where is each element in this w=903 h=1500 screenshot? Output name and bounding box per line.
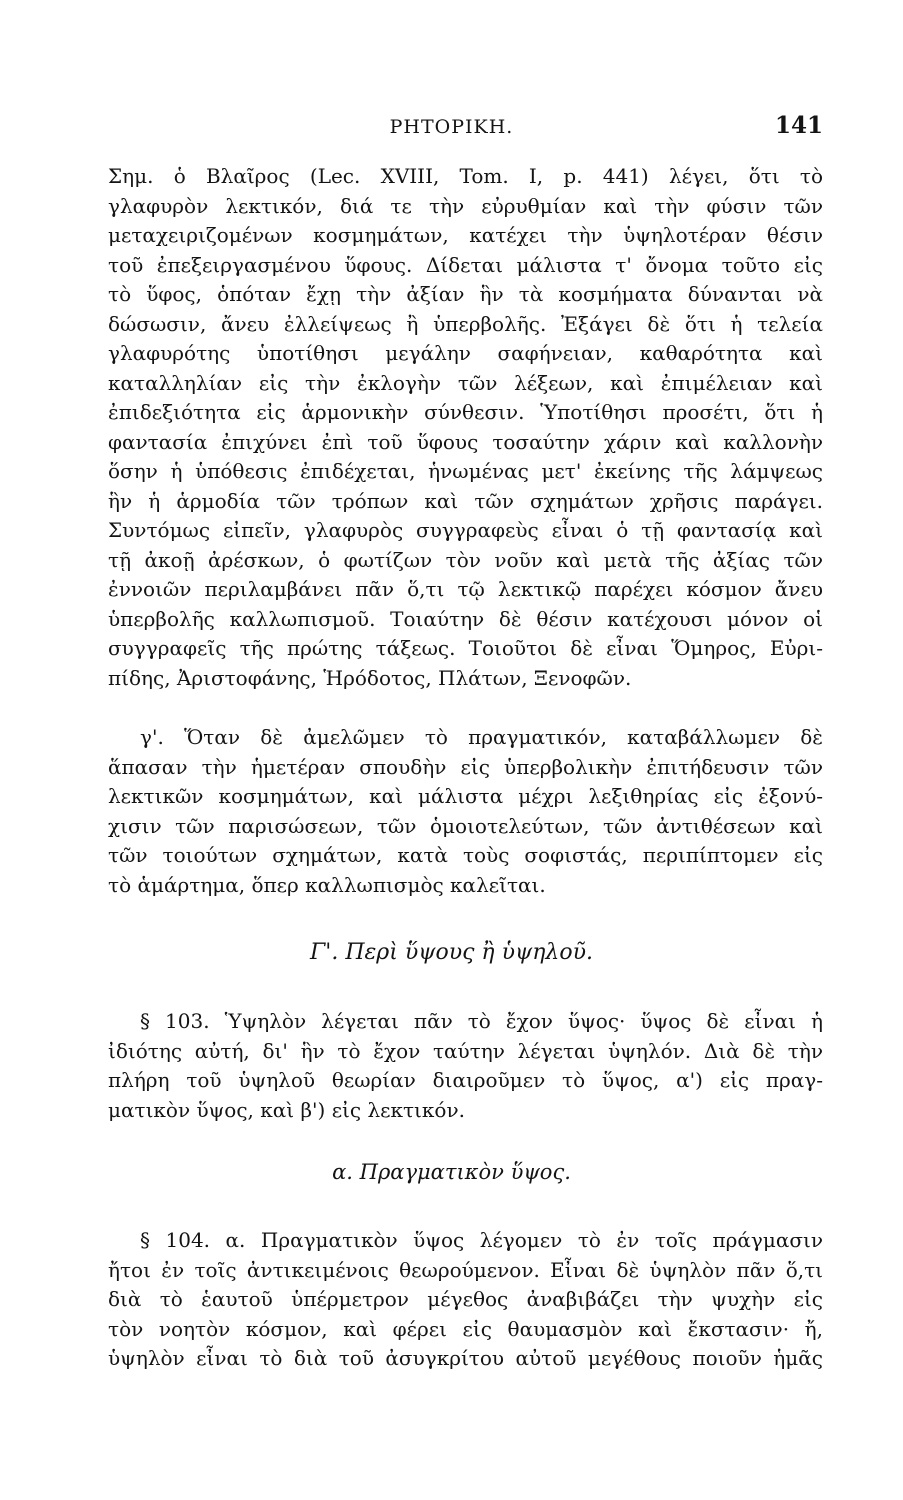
text-line: τὸ ὕφος, ὁπόταν ἔχῃ τὴν ἀξίαν ἣν τὰ κοσμήματα δύνανται νὰ [108,282,823,306]
running-title: ΡΗΤΟΡΙΚΗ. [389,116,514,138]
paragraph-gamma [108,723,823,900]
text-line: ὑψηλὸν εἶναι τὸ διὰ τοῦ ἀσυγκρίτου αὐτοῦ μεγέθους ποιοῦν ἡμᾶς [108,1346,823,1370]
text-line: γλαφυρὸν λεκτικόν, διά τε τὴν εὐρυθμίαν καὶ τὴν φύσιν τῶν [108,193,823,218]
text-line: τῶν τοιούτων σχημάτων, κατὰ τοὺς σοφιστάς, περιπίπτομεν εἰς [108,843,823,867]
text-line: § 103. Ὑψηλὸν λέγεται πᾶν τὸ ἔχον ὕψος· ὕψος δὲ εἶναι ἡ [140,1009,823,1033]
text-line: τοῦ ἐπεξειργασμένου ὕφους. Δίδεται μάλιστα τ' ὄνομα τοῦτο εἰς [108,252,823,277]
text-line: ἅπασαν τὴν ἡμετέραν σπουδὴν εἰς ὑπερβολικὴν ἐπιτήδευσιν τῶν [108,754,823,779]
text-line: § 104. α. Πραγματικὸν ὕψος λέγομεν τὸ ἐν τοῖς πράγμασιν [140,1228,823,1252]
text-line: ἤτοι ἐν τοῖς ἀντικειμένοις θεωρούμενον. Εἶναι δὲ ὑψηλὸν πᾶν ὅ,τι [108,1257,823,1282]
section-heading-material-sublime: α. Πραγματικὸν ὕψος. [332,1160,571,1184]
text-line: φαντασία ἐπιχύνει ἐπὶ τοῦ ὕφους τοσαύτην χάριν καὶ καλλονὴν [108,429,823,454]
text-line: Συντόμως εἰπεῖν, γλαφυρὸς συγγραφεὺς εἶναι ὁ τῇ φαντασίᾳ καὶ [108,518,823,542]
text-line: συγγραφεῖς τῆς πρώτης τάξεως. Τοιοῦτοι δὲ εἶναι Ὅμηρος, Εὐρι- [108,636,823,660]
paragraph-104 [108,1226,823,1374]
text-line: πλήρη τοῦ ὑψηλοῦ θεωρίαν διαιροῦμεν τὸ ὕψος, α') εἰς πραγ- [108,1068,823,1092]
text-line: καταλληλίαν εἰς τὴν ἐκλογὴν τῶν λέξεων, καὶ ἐπιμέλειαν καὶ [108,370,823,395]
paragraph-103 [108,1007,823,1125]
text-line: πίδης, Ἀριστοφάνης, Ἡρόδοτος, Πλάτων, Ξενοφῶν. [108,665,632,690]
page-header [0,112,903,152]
text-line: χισιν τῶν παρισώσεων, τῶν ὁμοιοτελεύτων, τῶν ἀντιθέσεων καὶ [108,813,823,838]
text-line: δώσωσιν, ἄνευ ἐλλείψεως ἢ ὑπερβολῆς. Ἐξάγει δὲ ὅτι ἡ τελεία [108,311,823,336]
text-line: διὰ τὸ ἑαυτοῦ ὑπέρμετρον μέγεθος ἀναβιβάζει τὴν ψυχὴν εἰς [108,1287,823,1311]
text-line: ματικὸν ὕψος, καὶ β') εἰς λεκτικόν. [108,1097,465,1122]
text-line: ἰδιότης αὐτή, δι' ἣν τὸ ἔχον ταύτην λέγεται ὑψηλόν. Διὰ δὲ τὴν [108,1038,823,1063]
text-line: γλαφυρότης ὑποτίθησι μεγάλην σαφήνειαν, καθαρότητα καὶ [108,341,823,365]
text-line: ὅσην ἡ ὑπόθεσις ἐπιδέχεται, ἡνωμένας μετ' ἐκείνης τῆς λάμψεως [108,459,823,483]
text-line: τῇ ἀκοῇ ἀρέσκων, ὁ φωτίζων τὸν νοῦν καὶ μετὰ τῆς ἀξίας τῶν [108,547,823,572]
page-number: 141 [774,112,823,139]
text-line: μεταχειριζομένων κοσμημάτων, κατέχει τὴν ὑψηλοτέραν θέσιν [108,223,823,247]
text-line: ἐπιδεξιότητα εἰς ἁρμονικὴν σύνθεσιν. Ὑποτίθησι προσέτι, ὅτι ἡ [108,400,823,424]
text-line: Σημ. ὁ Βλαῖρος (Lec. XVIII, Tom. I, p. 441) λέγει, ὅτι τὸ [108,164,823,188]
section-heading-sublime: Γ'. Περὶ ὕψους ἢ ὑψηλοῦ. [310,940,593,965]
text-line: γ'. Ὅταν δὲ ἀμελῶμεν τὸ πραγματικόν, καταβάλλωμεν δὲ [140,725,823,749]
text-line: τὸ ἁμάρτημα, ὅπερ καλλωπισμὸς καλεῖται. [108,872,546,897]
text-line: ἣν ἡ ἁρμοδία τῶν τρόπων καὶ τῶν σχημάτων χρῆσις παράγει. [108,488,823,513]
text-line: ὑπερβολῆς καλλωπισμοῦ. Τοιαύτην δὲ θέσιν κατέχουσι μόνον οἱ [108,606,823,631]
note-paragraph [108,162,823,693]
text-line: ἐννοιῶν περιλαμβάνει πᾶν ὅ,τι τῷ λεκτικῷ παρέχει κόσμον ἄνευ [108,577,823,601]
text-line: τὸν νοητὸν κόσμον, καὶ φέρει εἰς θαυμασμὸν καὶ ἔκστασιν· ἤ, [108,1316,823,1341]
text-line: λεκτικῶν κοσμημάτων, καὶ μάλιστα μέχρι λεξιθηρίας εἰς ἐξονύ- [108,784,823,808]
